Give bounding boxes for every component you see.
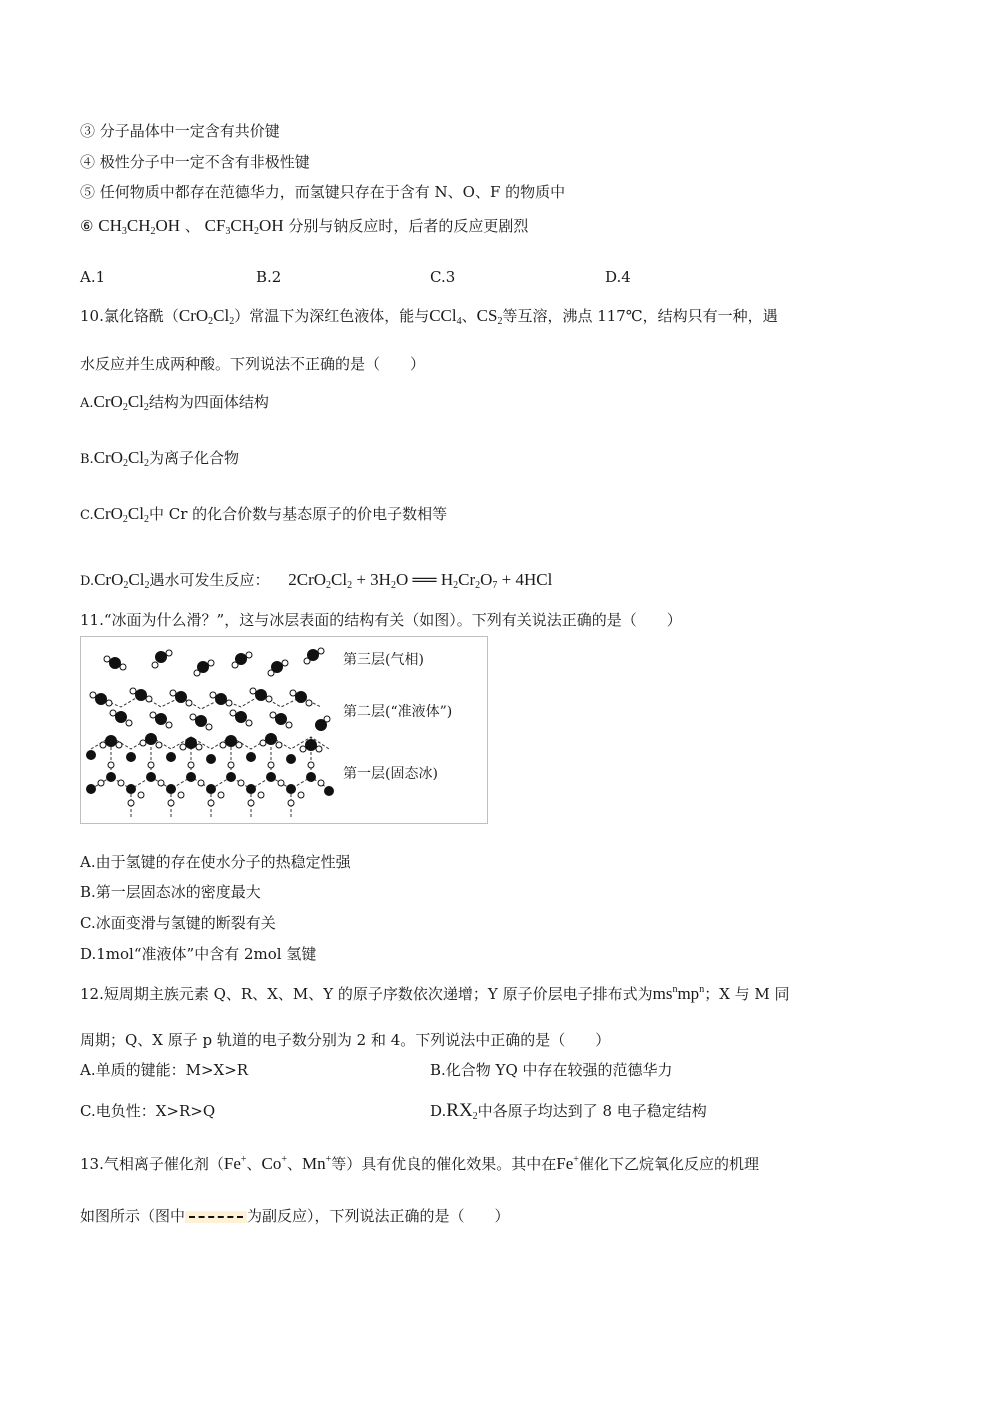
q10-stem-line1 (80, 306, 778, 326)
statement-6-sep: 、 (184, 217, 200, 235)
q9-option-d: D.4 (605, 268, 631, 286)
statement-3: ③ 分子晶体中一定含有共价键 (80, 122, 280, 140)
q10-option-a-text: 结构为四面体结构 (148, 393, 269, 411)
formula-cro2cl2: $CrO_2Cl_2$ (94, 570, 150, 591)
formula-fe-ion: Fe+ (223, 1154, 247, 1173)
q12-stem-part2: ；X 与 M 同 (704, 985, 790, 1003)
formula-ns-np: $ms^nmp^n$ (652, 984, 705, 1003)
formula-co-ion: Co+ (261, 1154, 287, 1173)
formula-ccl4: CCl$_4$ (429, 306, 462, 327)
statement-6-mark: ⑥ (80, 217, 94, 235)
figure-label-layer2: 第二层(“准液体”) (343, 704, 453, 720)
ice-structure-figure (80, 636, 488, 824)
q12-stem-line2: 周期；Q、X 原子 p 轨道的电子数分别为 2 和 4。下列说法中正确的是（ ） (80, 1031, 611, 1049)
q10-option-a-label: A. (80, 396, 94, 411)
q11-option-a: A.由于氢键的存在使水分子的热稳定性强 (80, 853, 351, 871)
q12-option-b: B.化合物 YQ 中存在较强的范德华力 (430, 1061, 673, 1079)
formula-trifluoroethanol: $CF_3CH_2OH$ (204, 216, 284, 237)
formula-mn-ion: Mn+ (302, 1154, 332, 1173)
q10-option-b-label: B. (80, 452, 94, 467)
hydrogen-atoms (90, 648, 330, 806)
q12-option-d (430, 1101, 707, 1121)
q10-option-a (80, 392, 269, 414)
q11-stem: 11.“冰面为什么滑？”，这与冰层表面的结构有关（如图）。下列有关说法正确的是（ ） (80, 611, 682, 629)
q11-option-b: B.第一层固态冰的密度最大 (80, 883, 261, 901)
q10-stem-part1: 10.氯化铬酰（ (80, 307, 179, 325)
formula-ethanol: $CH_3CH_2OH$ (98, 216, 181, 237)
statement-6 (80, 216, 528, 236)
q10-option-c (80, 504, 447, 526)
q13-stem-part2: 等）具有优良的催化效果。其中在 (331, 1155, 557, 1173)
q13-stem-part1: 13.气相离子催化剂（ (80, 1155, 224, 1173)
formula-cs2: $CS_2$ (476, 306, 503, 327)
formula-rx2: $RX_2$ (446, 1100, 478, 1122)
q13-stem-line2 (80, 1206, 510, 1226)
formula-cro2cl2: $CrO_2Cl_2$ (178, 306, 235, 327)
q12-option-d-label: D. (430, 1102, 447, 1120)
figure-label-layer1: 第一层(固态冰) (343, 766, 438, 782)
statement-5: ⑤ 任何物质中都存在范德华力，而氢键只存在于含有 N、O、F 的物质中 (80, 183, 566, 201)
q10-option-c-text: 中 Cr 的化合价数与基态原子的价电子数相等 (148, 505, 448, 523)
q12-option-a: A.单质的键能：M>X>R (80, 1061, 249, 1079)
q12-stem-line1 (80, 984, 790, 1004)
q10-option-b (80, 448, 239, 470)
q10-option-d-text: 遇水可发生反应： (149, 571, 270, 589)
q10-option-d (80, 570, 552, 592)
q10-stem-sep: 、 (461, 307, 477, 325)
q13-stem-line1 (80, 1154, 759, 1174)
q10-option-c-label: C. (80, 508, 94, 523)
q10-option-d-label: D. (80, 574, 95, 589)
dashed-arrow-icon (185, 1211, 247, 1223)
reaction-equation: $2CrO_2Cl_2 + 3H_2O$ ══ $H_2Cr_2O_7 + 4HCl$ (288, 570, 553, 591)
figure-label-layer3: 第三层(气相) (343, 652, 424, 668)
q13-sep-2: 、 (287, 1155, 303, 1173)
q10-stem-part3: 等互溶，沸点 117℃，结构只有一种，遇 (502, 307, 778, 325)
q11-option-c: C.冰面变滑与氢键的断裂有关 (80, 914, 276, 932)
q13-stem-line2-part2: 为副反应），下列说法正确的是（ ） (247, 1207, 510, 1225)
q13-stem-line2-part1: 如图所示（图中 (80, 1207, 186, 1225)
q12-option-d-text: 中各原子均达到了 8 电子稳定结构 (477, 1102, 707, 1120)
q9-option-c: C.3 (430, 268, 456, 286)
q10-option-b-text: 为离子化合物 (149, 449, 240, 467)
q13-sep-1: 、 (246, 1155, 262, 1173)
q9-option-b: B.2 (256, 268, 282, 286)
oxygen-atoms (86, 649, 334, 796)
q10-stem-part2: ）常温下为深红色液体，能与 (234, 307, 430, 325)
q13-stem-part3: 催化下乙烷氧化反应的机理 (578, 1155, 759, 1173)
q9-option-a: A.1 (80, 268, 106, 286)
formula-cro2cl2: $CrO_2Cl_2$ (93, 448, 150, 469)
statement-6-text: 分别与钠反应时，后者的反应更剧烈 (288, 217, 529, 235)
statement-4: ④ 极性分子中一定不含有非极性键 (80, 153, 310, 171)
q11-option-d: D.1mol“准液体”中含有 2mol 氢键 (80, 945, 317, 963)
q12-option-c: C.电负性：X>R>Q (80, 1102, 216, 1120)
formula-cro2cl2: $CrO_2Cl_2$ (93, 504, 149, 525)
q10-stem-line2: 水反应并生成两种酸。下列说法不正确的是（ ） (80, 355, 426, 373)
q12-stem-part1: 12.短周期主族元素 Q、R、X、M、Y 的原子序数依次递增；Y 原子价层电子排布式为 (80, 985, 653, 1003)
formula-fe-ion: Fe+ (556, 1154, 579, 1173)
formula-cro2cl2: $CrO_2Cl_2$ (93, 392, 149, 413)
ice-molecules-diagram (81, 637, 336, 823)
